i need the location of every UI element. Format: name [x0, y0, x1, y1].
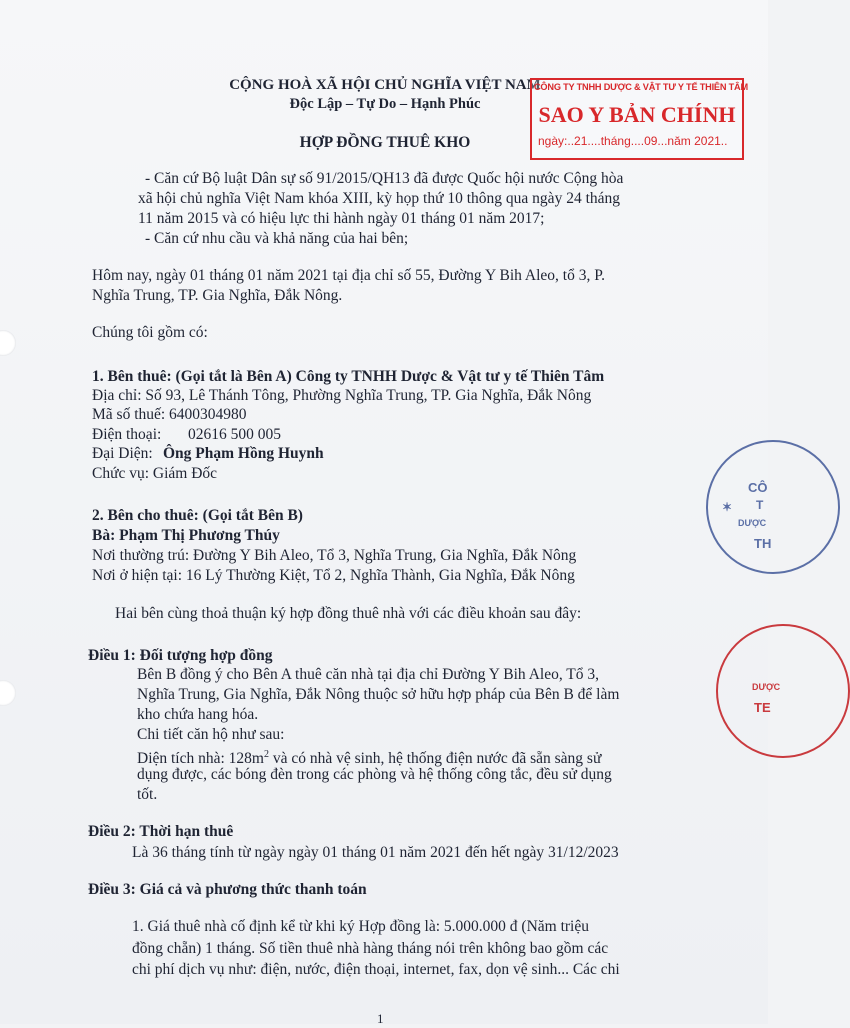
party-b-heading: 2. Bên cho thuê: (Gọi tắt Bên B): [92, 507, 303, 524]
party-a-rep-label: Đại Diện:: [92, 445, 153, 462]
article-1-line: tốt.: [137, 786, 158, 803]
party-a-heading: 1. Bên thuê: (Gọi tắt là Bên A) Công ty TNHH Dược & Vật tư y tế Thiên Tâm: [92, 368, 605, 385]
article-3-heading: Điều 3: Giá cả và phương thức thanh toán: [88, 881, 367, 898]
nation-heading: CỘNG HOÀ XÃ HỘI CHỦ NGHĨA VIỆT NAM: [229, 77, 541, 93]
party-a-position: Chức vụ: Giám Đốc: [92, 465, 218, 482]
party-a-tax-code: Mã số thuế: 6400304980: [92, 406, 247, 423]
company-seal-red: DƯỢC TE: [716, 624, 850, 758]
party-a-address: Địa chỉ: Số 93, Lê Thánh Tông, Phường Nghĩa Trung, TP. Gia Nghĩa, Đắk Nông: [92, 387, 592, 404]
punch-hole-bottom: [0, 680, 16, 706]
intro-line: Hôm nay, ngày 01 tháng 01 năm 2021 tại địa chỉ số 55, Đường Y Bih Aleo, tổ 3, P.: [92, 267, 605, 284]
article-1-line: kho chứa hang hóa.: [137, 706, 259, 723]
party-b-current-address: Nơi ở hiện tại: 16 Lý Thường Kiệt, Tổ 2, Nghĩa Thành, Gia Nghĩa, Đắk Nông: [92, 567, 575, 584]
stamp-date: ngày:..21....tháng....09...năm 2021..: [538, 134, 728, 148]
area-text: Diện tích nhà: 128m: [137, 750, 264, 768]
certified-copy-stamp: [530, 78, 748, 160]
area-text-rest: và có nhà vệ sinh, hệ thống điện nước đã sẵn sàng sử: [269, 750, 602, 768]
article-1-area-line: [137, 746, 601, 768]
agreement-statement: Hai bên cùng thoả thuận ký hợp đồng thuê nhà với các điều khoản sau đây:: [115, 605, 582, 622]
document-title: HỢP ĐỒNG THUÊ KHO: [299, 134, 471, 151]
party-a-rep-name: Ông Phạm Hồng Huynh: [163, 445, 324, 462]
basis-line: - Căn cứ Bộ luật Dân sự số 91/2015/QH13 đã được Quốc hội nước Cộng hòa: [145, 170, 624, 187]
article-2-heading: Điều 2: Thời hạn thuê: [88, 823, 234, 840]
punch-hole-top: [0, 330, 16, 356]
article-3-line: đồng chẵn) 1 tháng. Số tiền thuê nhà hàng tháng nói trên không bao gồm các: [132, 940, 609, 957]
stamp-label: SAO Y BẢN CHÍNH: [538, 102, 736, 127]
motto: Độc Lập – Tự Do – Hạnh Phúc: [289, 96, 481, 112]
area-exponent: 2: [264, 749, 269, 760]
basis-line: 11 năm 2015 và có hiệu lực thi hành ngày 01 tháng 01 năm 2017;: [138, 210, 545, 227]
basis-line: - Căn cứ nhu cầu và khả năng của hai bên;: [145, 230, 409, 247]
party-a-phone: 02616 500 005: [188, 426, 281, 443]
company-seal-blue: ✶ CÔ T DƯỢC TH: [706, 440, 840, 574]
article-2-line: Là 36 tháng tính từ ngày ngày 01 tháng 01 năm 2021 đến hết ngày 31/12/2023: [132, 844, 619, 861]
intro-line: Nghĩa Trung, TP. Gia Nghĩa, Đắk Nông.: [92, 287, 343, 304]
party-b-name: Bà: Phạm Thị Phương Thúy: [92, 527, 280, 544]
page-number: 1: [377, 1011, 384, 1026]
parties-intro: Chúng tôi gồm có:: [92, 324, 208, 341]
basis-line: xã hội chủ nghĩa Việt Nam khóa XIII, kỳ họp thứ 10 thông qua ngày 24 tháng: [138, 190, 620, 207]
article-1-line: Bên B đồng ý cho Bên A thuê căn nhà tại địa chỉ Đường Y Bih Aleo, Tổ 3,: [137, 666, 600, 683]
party-b-permanent-address: Nơi thường trú: Đường Y Bih Aleo, Tổ 3, Nghĩa Trung, Gia Nghĩa, Đắk Nông: [92, 547, 577, 564]
article-1-line: Nghĩa Trung, Gia Nghĩa, Đắk Nông thuộc sở hữu hợp pháp của Bên B để làm: [137, 686, 620, 703]
article-3-line: 1. Giá thuê nhà cố định kể từ khi ký Hợp đồng là: 5.000.000 đ (Năm triệu: [132, 918, 589, 935]
article-1-heading: Điều 1: Đối tượng hợp đồng: [88, 647, 273, 664]
article-1-line: dụng được, các bóng đèn trong các phòng và hệ thống công tắc, đều sử dụng: [137, 766, 612, 783]
article-1-line: Chi tiết căn hộ như sau:: [137, 726, 285, 743]
article-3-line: chi phí dịch vụ như: điện, nước, điện thoại, internet, fax, dọn vệ sinh... Các chi: [132, 961, 620, 978]
stamp-company: CÔNG TY TNHH DƯỢC & VẬT TƯ Y TẾ THIÊN TÂM: [534, 82, 748, 92]
party-a-phone-label: Điện thoại:: [92, 426, 162, 443]
